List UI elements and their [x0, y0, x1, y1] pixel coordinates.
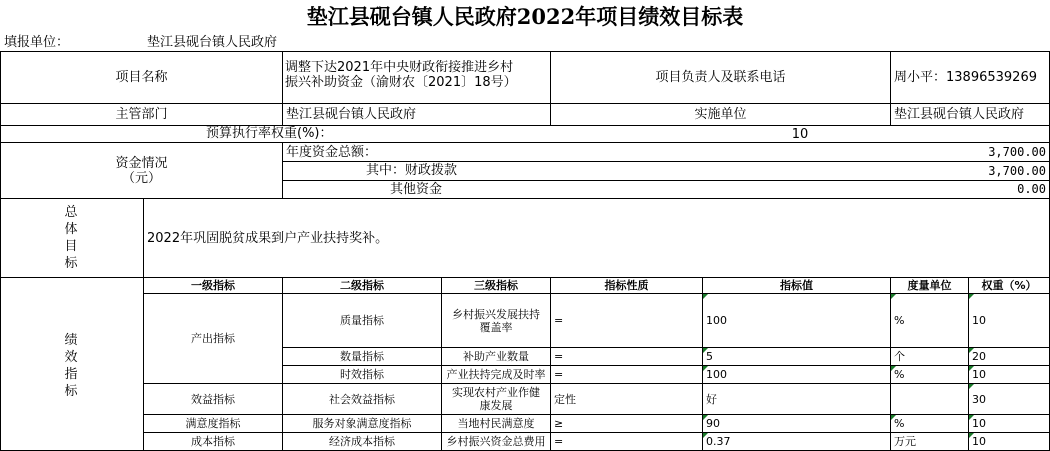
- funds-fiscal-value: 3,700.00: [988, 163, 1046, 178]
- row5-nature: ≥: [554, 417, 564, 430]
- cell-marker: [969, 348, 974, 353]
- budget-value: 10: [791, 126, 809, 142]
- row3-weight: 10: [972, 368, 986, 381]
- funds-other-label: 其他资金: [390, 182, 443, 197]
- cell-marker: [703, 348, 708, 353]
- dept-label: 主管部门: [115, 107, 168, 122]
- row5-value: 90: [706, 417, 720, 430]
- funds-fiscal-label: 其中：财政拨款: [366, 163, 458, 178]
- cell-marker: [703, 366, 708, 371]
- row6-weight: 10: [972, 435, 986, 448]
- perf-label-char-4: 标: [64, 384, 78, 399]
- header-value: 指标值: [780, 279, 813, 292]
- cell-marker: [703, 433, 708, 438]
- row5-unit: %: [894, 417, 905, 430]
- header-level2: 二级指标: [340, 279, 384, 292]
- funds-other-value: 0.00: [1017, 182, 1046, 196]
- row5-level3: 当地村民满意度: [457, 417, 535, 430]
- row6-value: 0.37: [706, 435, 731, 448]
- row3-level3: 产业扶持完成及时率: [446, 368, 546, 381]
- project-name-line-1: 调整下达2021年中央财政衔接推进乡村: [285, 60, 514, 75]
- row1-level3-line-2: 覆盖率: [479, 320, 513, 334]
- impl-label: 实施单位: [694, 107, 747, 122]
- page-title: 垫江县砚台镇人民政府2022年项目绩效目标表: [306, 4, 744, 29]
- filler-label: 填报单位：: [4, 35, 70, 50]
- goal-text: 2022年巩固脱贫成果到户产业扶持奖补。: [147, 230, 389, 246]
- row6-unit: 万元: [894, 435, 916, 448]
- cell-marker: [969, 366, 974, 371]
- goal-label-char-3: 目: [64, 239, 78, 254]
- row4-nature: 定性: [554, 392, 576, 406]
- row4-level3-line-2: 康发展: [479, 399, 513, 412]
- cell-marker: [703, 415, 708, 420]
- row6-nature: =: [554, 435, 564, 448]
- row3-unit: %: [894, 368, 905, 381]
- cell-marker: [969, 384, 974, 389]
- level1-cost: 成本指标: [191, 435, 235, 448]
- row4-level3: [442, 384, 550, 414]
- header-weight: 权重（%）: [981, 279, 1037, 292]
- cell-marker: [891, 366, 896, 371]
- impl-value: 垫江县砚台镇人民政府: [894, 107, 1025, 122]
- goal-label: [58, 201, 84, 275]
- project-name-value: [285, 60, 550, 100]
- row1-level3: [442, 294, 550, 347]
- row2-weight: 20: [972, 350, 986, 363]
- row2-level2: 数量指标: [340, 350, 384, 363]
- perf-label: [58, 316, 84, 416]
- level1-benefit: 效益指标: [191, 392, 235, 406]
- cell-marker: [703, 294, 708, 299]
- row2-value: 5: [706, 350, 713, 363]
- dept-value: 垫江县砚台镇人民政府: [286, 107, 417, 122]
- perf-label-char-2: 效: [64, 350, 78, 365]
- row6-level3: 乡村振兴资金总费用: [446, 435, 546, 448]
- row1-value: 100: [706, 314, 727, 327]
- header-level1: 一级指标: [191, 279, 235, 292]
- row5-weight: 10: [972, 417, 986, 430]
- contact-value: 周小平：13896539269: [894, 70, 1037, 85]
- level1-output: 产出指标: [191, 332, 235, 345]
- funds-label-line-2: （元）: [121, 170, 161, 186]
- header-nature: 指标性质: [604, 279, 649, 292]
- perf-label-char-1: 绩: [64, 333, 78, 348]
- cell-marker: [891, 294, 896, 299]
- funds-total-label: 年度资金总额：: [286, 144, 378, 160]
- row3-level2: 时效指标: [340, 368, 384, 381]
- row1-unit: %: [894, 314, 905, 327]
- contact-label: 项目负责人及联系电话: [655, 70, 786, 85]
- cell-marker: [969, 415, 974, 420]
- goal-label-char-1: 总: [64, 205, 78, 220]
- project-name-label: 项目名称: [115, 70, 168, 85]
- level1-satisfaction: 满意度指标: [185, 417, 241, 430]
- cell-marker: [891, 415, 896, 420]
- header-level3: 三级指标: [474, 279, 518, 292]
- row4-weight: 30: [972, 392, 986, 406]
- cell-marker: [969, 294, 974, 299]
- row4-level2: 社会效益指标: [329, 392, 395, 406]
- perf-label-char-3: 指: [64, 367, 78, 382]
- row1-nature: =: [554, 314, 564, 327]
- row1-level3-line-1: 乡村振兴发展扶持: [452, 307, 540, 321]
- budget-label: 预算执行率权重(%)：: [206, 126, 333, 141]
- row2-unit: 个: [894, 350, 905, 363]
- goal-label-char-4: 标: [64, 256, 78, 271]
- filler-value: 垫江县砚台镇人民政府: [147, 35, 278, 50]
- funds-label-line-1: 资金情况: [115, 155, 168, 171]
- row2-nature: =: [554, 350, 564, 363]
- row1-level2: 质量指标: [340, 314, 384, 327]
- funds-label: [1, 143, 282, 198]
- performance-table: [0, 51, 1050, 451]
- row4-level3-line-1: 实现农村产业作健: [452, 386, 540, 399]
- cell-marker: [969, 433, 974, 438]
- row3-nature: =: [554, 368, 564, 381]
- row1-weight: 10: [972, 314, 986, 327]
- row4-value: 好: [706, 392, 717, 406]
- goal-label-char-2: 体: [64, 222, 78, 237]
- filler-row: [0, 34, 1050, 51]
- funds-total-value: 3,700.00: [988, 144, 1046, 159]
- row2-level3: 补助产业数量: [463, 350, 529, 363]
- header-unit: 度量单位: [907, 279, 952, 292]
- row5-level2: 服务对象满意度指标: [312, 417, 412, 430]
- row3-value: 100: [706, 368, 727, 381]
- row6-level2: 经济成本指标: [329, 435, 395, 448]
- row4-unit: [891, 384, 968, 414]
- project-name-line-2: 振兴补助资金（渝财农〔2021〕18号）: [285, 75, 517, 90]
